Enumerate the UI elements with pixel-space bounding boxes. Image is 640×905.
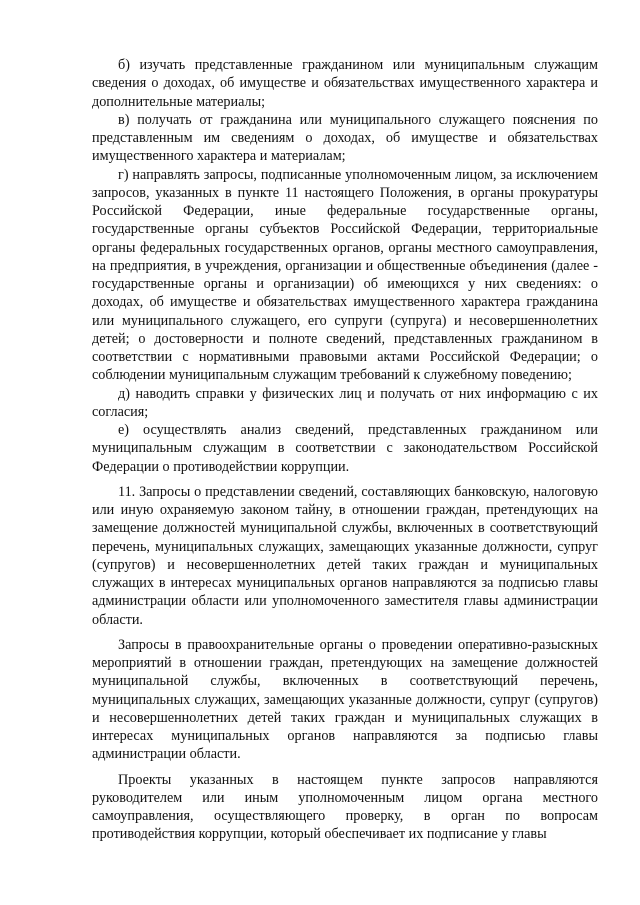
paragraph-request-drafts: Проекты указанных в настоящем пункте запросов направляются руководителем или иным уполномоченным лицом органа местного самоуправления, осуществляющего проверку, в орган по вопросам противодействия коррупции, который обеспечивает их подписание у главы xyxy=(92,771,598,843)
paragraph-d: д) наводить справки у физических лиц и получать от них информацию с их согласия; xyxy=(92,385,598,420)
paragraph-e: е) осуществлять анализ сведений, представленных гражданином или муниципальным служащим в соответствии с законодательством Российской Федерации о противодействии коррупции. xyxy=(92,422,598,475)
document-page xyxy=(92,56,598,844)
paragraph-11: 11. Запросы о представлении сведений, составляющих банковскую, налоговую или иную охраняемую законом тайну, в отношении граждан, претендующих на замещение должностей муниципальной службы, включенных в соответствующий перечень, муниципальных служащих, замещающих указанные должности, супруг (супругов) и несовершеннолетних детей таких граждан и муниципальных служащих в интересах муниципальных органов направляются за подписью главы администрации области или уполномоченного заместителя главы администрации области. xyxy=(92,483,598,628)
paragraph-law-enforcement-requests: Запросы в правоохранительные органы о проведении оперативно-разыскных мероприятий в отношении граждан, претендующих на замещение должностей муниципальной службы, включенных в соответствующий перечень, муниципальных служащих, замещающих указанные должности, супруг (супругов) и несовершеннолетних детей таких граждан и муниципальных служащих в интересах муниципальных органов направляются за подписью главы администрации области. xyxy=(92,636,598,763)
paragraph-g: г) направлять запросы, подписанные уполномоченным лицом, за исключением запросов, указанных в пункте 11 настоящего Положения, в органы прокуратуры Российской Федерации, иные федеральные государственные органы, государственные органы субъектов Российской Федерации, территориальные органы федеральных государственных органов, органы местного самоуправления, на предприятия, в учреждения, организации и общественные объединения (далее - государственные органы и организации) об имеющихся у них сведениях: о доходах, об имуществе и обязательствах имущественного характера гражданина или муниципального служащего, его супруги (супруга) и несовершеннолетних детей; о достоверности и полноте сведений, представленных гражданином в соответствии с нормативными правовыми актами Российской Федерации; о соблюдении муниципальным служащим требований к служебному поведению; xyxy=(92,166,598,384)
paragraph-b: б) изучать представленные гражданином или муниципальным служащим сведения о доходах, об имуществе и обязательствах имущественного характера и дополнительные материалы; xyxy=(92,57,598,110)
paragraph-v: в) получать от гражданина или муниципального служащего пояснения по представленным им сведениям о доходах, об имуществе и обязательствах имущественного характера и материалам; xyxy=(92,111,598,165)
